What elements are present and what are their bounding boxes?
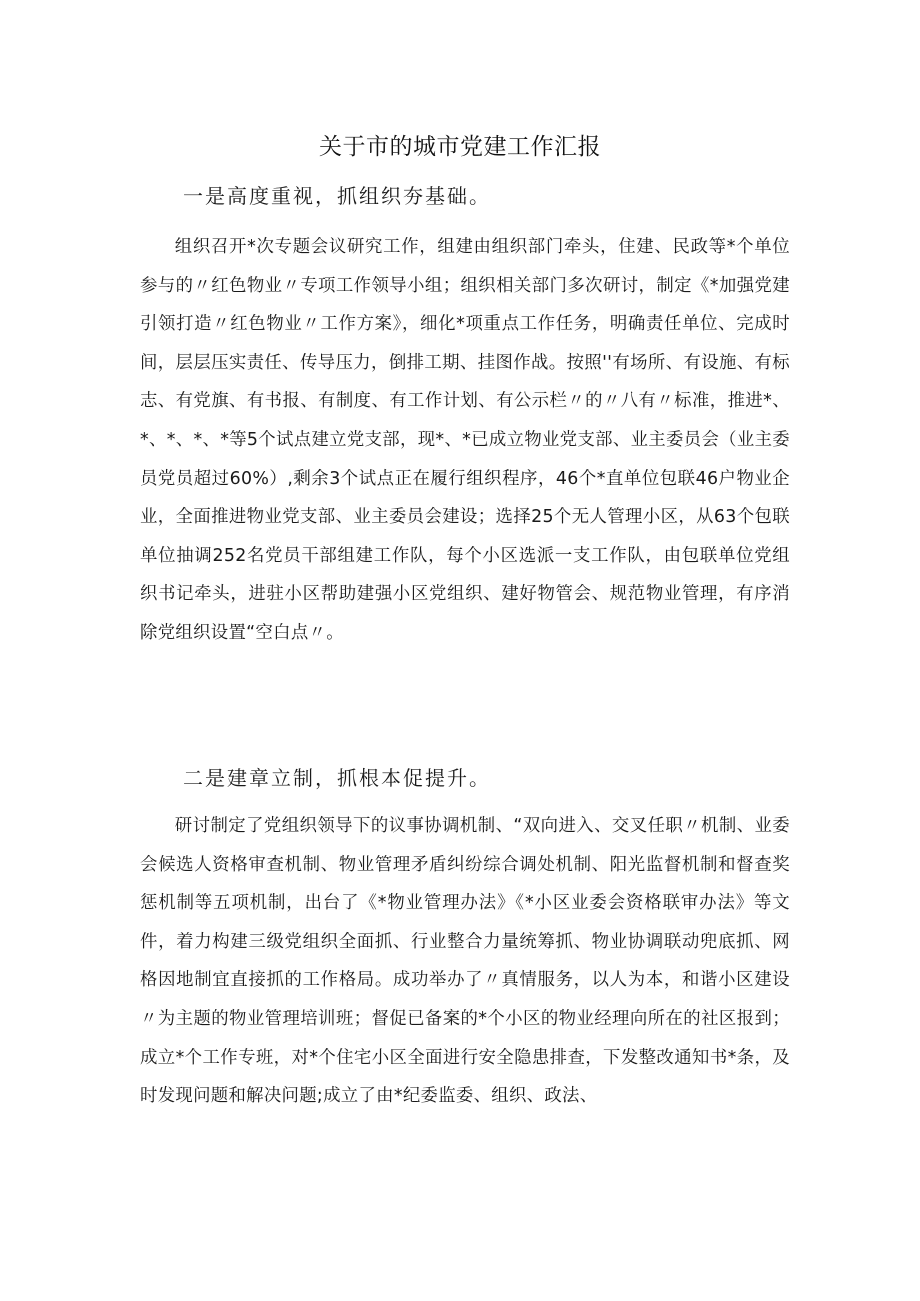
- section-heading-1: 一是高度重视，抓组织夯基础。: [183, 184, 491, 208]
- section-paragraph-2: 研讨制定了党组织领导下的议事协调机制、“双向进入、交叉任职〃机制、业委会候选人资格审查机制、物业管理矛盾纠纷综合调处机制、阳光监督机制和督查奖惩机制等五项机制，出台了《*物业管理办法》《*小区业委会资格联审办法》等文件，着力构建三级党组织全面抓、行业整合力量统筹抓、物业协调联动兜底抓、网格因地制宜直接抓的工作格局。成功举办了〃真情服务，以人为本，和谐小区建设〃为主题的物业管理培训班；督促已备案的*个小区的物业经理向所在的社区报到；成立*个工作专班，对*个住宅小区全面进行安全隐患排查，下发整改通知书*条，及时发现问题和解决问题;成立了由*纪委监委、组织、政法、: [140, 816, 790, 1107]
- section-heading-2: 二是建章立制，抓根本促提升。: [183, 766, 491, 790]
- section-paragraph-1: 组织召开*次专题会议研究工作，组建由组织部门牵头，住建、民政等*个单位参与的〃红色物业〃专项工作领导小组；组织相关部门多次研讨，制定《*加强党建引领打造〃红色物业〃工作方案》，细化*项重点工作任务，明确责任单位、完成时间，层层压实责任、传导压力，倒排工期、挂图作战。按照''有场所、有设施、有标志、有党旗、有书报、有制度、有工作计划、有公示栏〃的〃八有〃标准，推进*、*、*、*、*等5个试点建立党支部，现*、*已成立物业党支部、业主委员会（业主委员党员超过60%）,剩余3个试点正在履行组织程序，46个*直单位包联46户物业企业，全面推进物业党支部、业主委员会建设；选择25个无人管理小区，从63个包联单位抽调252名党员干部组建工作队，每个小区选派一支工作队，由包联单位党组织书记牵头，进驻小区帮助建强小区党组织、建好物管会、规范物业管理，有序消除党组织设置“空白点〃。: [140, 237, 790, 643]
- document-title: 关于市的城市党建工作汇报: [319, 134, 601, 160]
